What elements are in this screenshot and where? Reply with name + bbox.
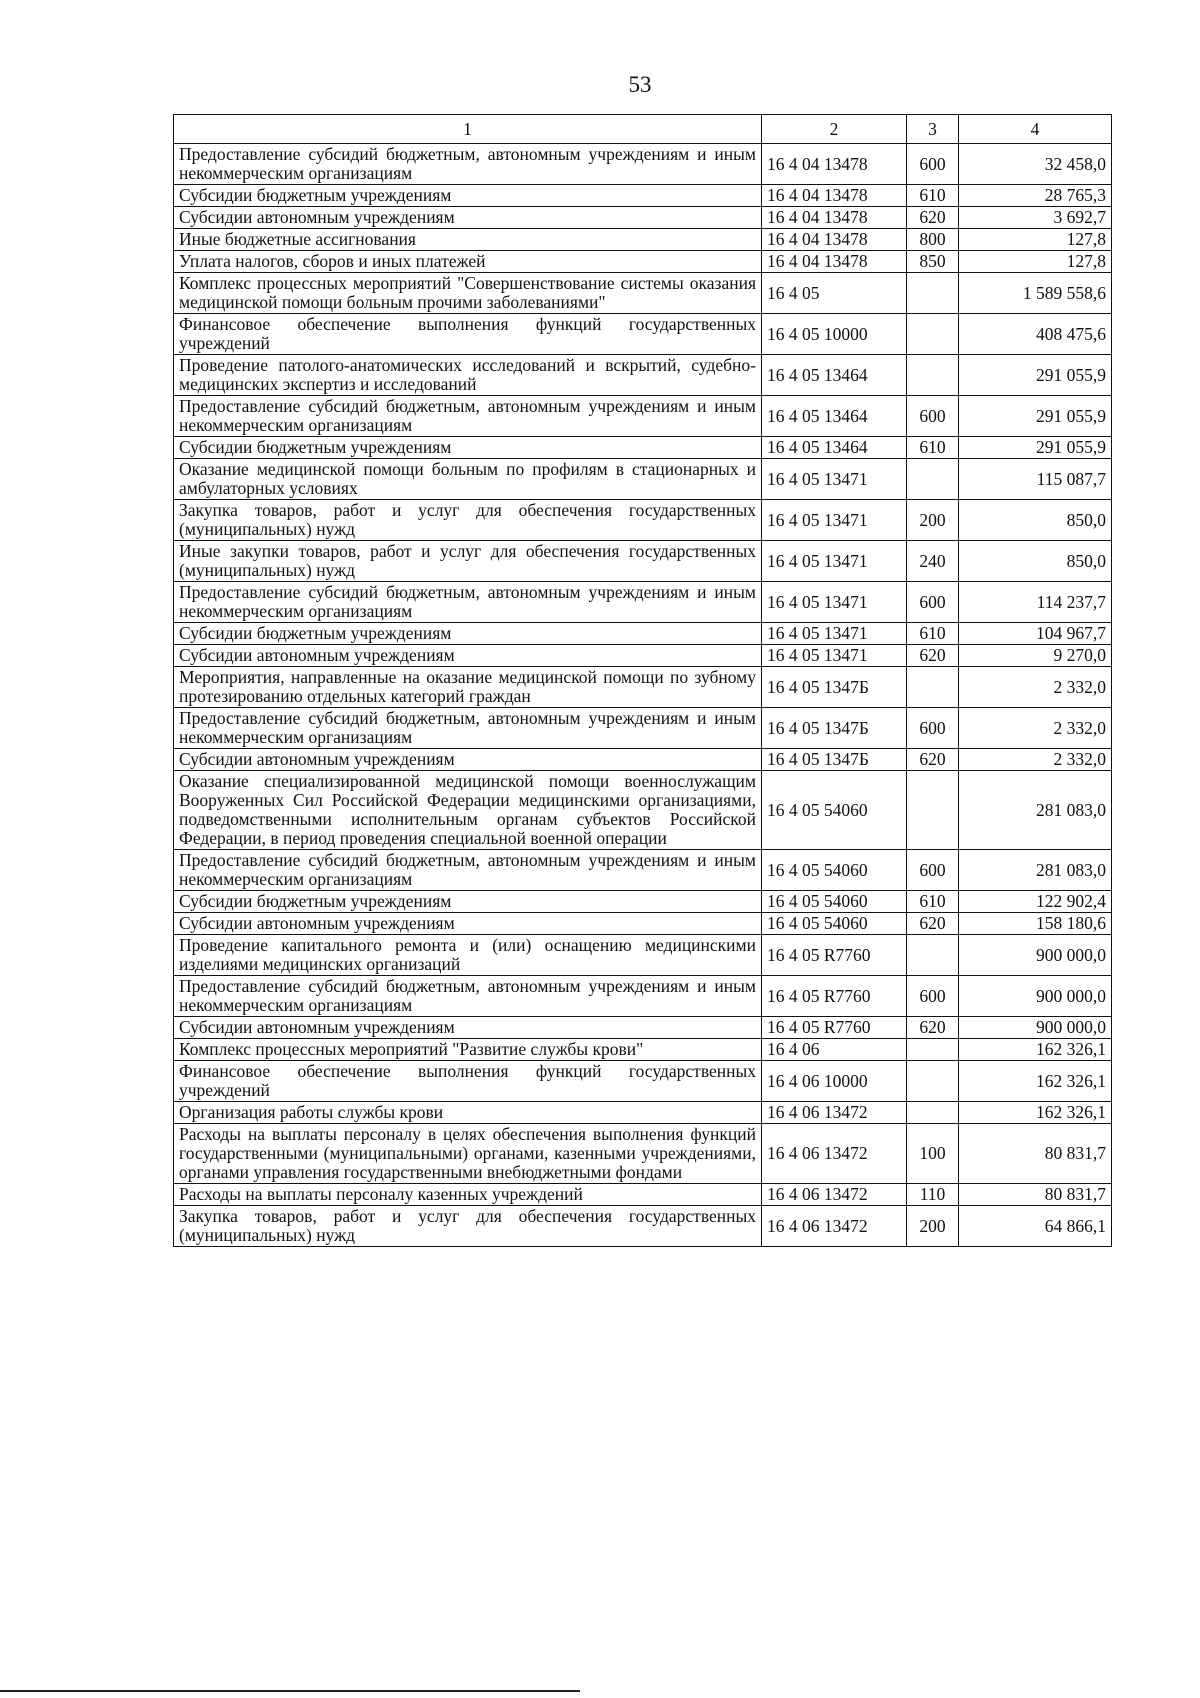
row-code-cell: 16 4 05 R7760 [762,935,907,976]
row-amount-cell: 408 475,6 [959,314,1112,355]
row-type-cell: 610 [907,623,959,645]
row-type-cell: 620 [907,913,959,935]
page-number: 53 [628,72,652,97]
row-name-cell: Субсидии бюджетным учреждениям [174,891,762,913]
row-amount-cell: 9 270,0 [959,645,1112,667]
scan-artifact-line [0,1690,580,1692]
row-name-cell: Организация работы службы крови [174,1102,762,1124]
row-code-cell: 16 4 05 [762,273,907,314]
table-row [174,667,1112,708]
table-row [174,459,1112,500]
row-code-cell: 16 4 04 13478 [762,251,907,273]
row-type-cell [907,459,959,500]
row-name-cell: Уплата налогов, сборов и иных платежей [174,251,762,273]
row-code-cell: 16 4 05 R7760 [762,1017,907,1039]
table-row [174,185,1112,207]
row-code-cell: 16 4 05 54060 [762,850,907,891]
row-code-cell: 16 4 06 13472 [762,1206,907,1247]
table-row [174,355,1112,396]
row-name-cell: Финансовое обеспечение выполнения функций государственных учреждений [174,314,762,355]
row-type-cell [907,771,959,850]
table-row [174,1061,1112,1102]
row-code-cell: 16 4 05 54060 [762,913,907,935]
row-name-cell: Иные бюджетные ассигнования [174,229,762,251]
table-row [174,935,1112,976]
row-code-cell: 16 4 05 13464 [762,355,907,396]
row-amount-cell: 2 332,0 [959,749,1112,771]
row-name-cell: Мероприятия, направленные на оказание медицинской помощи по зубному протезированию отдельных категорий граждан [174,667,762,708]
header-col-3: 3 [907,115,959,144]
row-type-cell: 610 [907,437,959,459]
row-name-cell: Субсидии бюджетным учреждениям [174,185,762,207]
row-type-cell [907,314,959,355]
row-name-cell: Субсидии автономным учреждениям [174,207,762,229]
row-type-cell: 620 [907,645,959,667]
row-name-cell: Предоставление субсидий бюджетным, автономным учреждениям и иным некоммерческим организациям [174,144,762,185]
row-amount-cell: 281 083,0 [959,771,1112,850]
table-row [174,1102,1112,1124]
row-code-cell: 16 4 06 [762,1039,907,1061]
row-amount-cell: 127,8 [959,229,1112,251]
row-type-cell: 240 [907,541,959,582]
row-type-cell: 600 [907,708,959,749]
row-type-cell: 600 [907,850,959,891]
row-code-cell: 16 4 05 13471 [762,582,907,623]
row-name-cell: Комплекс процессных мероприятий "Развитие службы крови" [174,1039,762,1061]
row-amount-cell: 2 332,0 [959,708,1112,749]
table-row [174,1124,1112,1184]
row-name-cell: Проведение патолого-анатомических исследований и вскрытий, судебно-медицинских экспертиз и исследований [174,355,762,396]
row-type-cell [907,273,959,314]
table-row [174,1184,1112,1206]
row-name-cell: Проведение капитального ремонта и (или) оснащению медицинскими изделиями медицинских организаций [174,935,762,976]
row-type-cell: 110 [907,1184,959,1206]
row-code-cell: 16 4 05 13464 [762,437,907,459]
row-name-cell: Субсидии автономным учреждениям [174,1017,762,1039]
row-code-cell: 16 4 04 13478 [762,229,907,251]
row-code-cell: 16 4 05 13471 [762,541,907,582]
row-type-cell [907,667,959,708]
row-code-cell: 16 4 05 54060 [762,771,907,850]
row-amount-cell: 2 332,0 [959,667,1112,708]
row-name-cell: Комплекс процессных мероприятий "Совершенствование системы оказания медицинской помощи больным прочими заболеваниями" [174,273,762,314]
row-name-cell: Предоставление субсидий бюджетным, автономным учреждениям и иным некоммерческим организациям [174,396,762,437]
row-type-cell: 600 [907,144,959,185]
header-col-1: 1 [174,115,762,144]
row-name-cell: Иные закупки товаров, работ и услуг для обеспечения государственных (муниципальных) нужд [174,541,762,582]
row-amount-cell: 850,0 [959,541,1112,582]
row-code-cell: 16 4 05 13471 [762,500,907,541]
table-row [174,891,1112,913]
table-row [174,771,1112,850]
row-code-cell: 16 4 05 1347Б [762,749,907,771]
row-amount-cell: 158 180,6 [959,913,1112,935]
row-amount-cell: 80 831,7 [959,1184,1112,1206]
table-row [174,1039,1112,1061]
row-code-cell: 16 4 06 13472 [762,1184,907,1206]
row-name-cell: Предоставление субсидий бюджетным, автономным учреждениям и иным некоммерческим организациям [174,850,762,891]
row-amount-cell: 900 000,0 [959,1017,1112,1039]
table-row [174,541,1112,582]
table-row [174,708,1112,749]
row-amount-cell: 162 326,1 [959,1039,1112,1061]
row-code-cell: 16 4 06 13472 [762,1124,907,1184]
row-name-cell: Закупка товаров, работ и услуг для обеспечения государственных (муниципальных) нужд [174,1206,762,1247]
row-amount-cell: 281 083,0 [959,850,1112,891]
row-type-cell: 610 [907,891,959,913]
table-row [174,1206,1112,1247]
row-code-cell: 16 4 05 1347Б [762,667,907,708]
row-amount-cell: 114 237,7 [959,582,1112,623]
row-amount-cell: 64 866,1 [959,1206,1112,1247]
row-code-cell: 16 4 05 13471 [762,459,907,500]
row-code-cell: 16 4 04 13478 [762,185,907,207]
row-amount-cell: 127,8 [959,251,1112,273]
row-amount-cell: 1 589 558,6 [959,273,1112,314]
row-code-cell: 16 4 05 10000 [762,314,907,355]
row-amount-cell: 162 326,1 [959,1061,1112,1102]
row-type-cell: 620 [907,207,959,229]
row-type-cell: 600 [907,396,959,437]
row-amount-cell: 850,0 [959,500,1112,541]
table-row [174,251,1112,273]
table-row [174,582,1112,623]
row-code-cell: 16 4 06 13472 [762,1102,907,1124]
row-name-cell: Финансовое обеспечение выполнения функций государственных учреждений [174,1061,762,1102]
row-amount-cell: 162 326,1 [959,1102,1112,1124]
row-amount-cell: 900 000,0 [959,935,1112,976]
row-amount-cell: 122 902,4 [959,891,1112,913]
row-code-cell: 16 4 05 13464 [762,396,907,437]
header-col-2: 2 [762,115,907,144]
table-row [174,314,1112,355]
header-row [174,115,1112,144]
table-row [174,229,1112,251]
row-amount-cell: 291 055,9 [959,437,1112,459]
row-code-cell: 16 4 05 13471 [762,623,907,645]
row-type-cell: 600 [907,582,959,623]
row-code-cell: 16 4 06 10000 [762,1061,907,1102]
row-name-cell: Субсидии бюджетным учреждениям [174,437,762,459]
row-name-cell: Субсидии автономным учреждениям [174,749,762,771]
row-amount-cell: 28 765,3 [959,185,1112,207]
row-name-cell: Предоставление субсидий бюджетным, автономным учреждениям и иным некоммерческим организациям [174,582,762,623]
row-code-cell: 16 4 05 13471 [762,645,907,667]
row-code-cell: 16 4 04 13478 [762,207,907,229]
table-row [174,207,1112,229]
table-row [174,645,1112,667]
row-code-cell: 16 4 05 R7760 [762,976,907,1017]
row-type-cell [907,1061,959,1102]
row-type-cell: 610 [907,185,959,207]
row-type-cell: 600 [907,976,959,1017]
table-row [174,976,1112,1017]
table-row [174,273,1112,314]
row-type-cell: 200 [907,500,959,541]
table-row [174,144,1112,185]
row-amount-cell: 3 692,7 [959,207,1112,229]
row-name-cell: Закупка товаров, работ и услуг для обеспечения государственных (муниципальных) нужд [174,500,762,541]
row-type-cell [907,355,959,396]
row-name-cell: Расходы на выплаты персоналу казенных учреждений [174,1184,762,1206]
row-type-cell: 200 [907,1206,959,1247]
row-name-cell: Предоставление субсидий бюджетным, автономным учреждениям и иным некоммерческим организациям [174,976,762,1017]
table-row [174,500,1112,541]
row-name-cell: Субсидии бюджетным учреждениям [174,623,762,645]
row-type-cell [907,1039,959,1061]
row-type-cell [907,1102,959,1124]
row-name-cell: Оказание медицинской помощи больным по профилям в стационарных и амбулаторных условиях [174,459,762,500]
table-row [174,1017,1112,1039]
table-row [174,437,1112,459]
header-col-4: 4 [959,115,1112,144]
row-name-cell: Расходы на выплаты персоналу в целях обеспечения выполнения функций государственными (муниципальными) органами, казенными учреждениями, органами управления государственными внебюджетными фондами [174,1124,762,1184]
row-code-cell: 16 4 04 13478 [762,144,907,185]
table-body [174,144,1112,1247]
row-amount-cell: 115 087,7 [959,459,1112,500]
table-row [174,749,1112,771]
row-type-cell [907,935,959,976]
row-type-cell: 800 [907,229,959,251]
budget-table [173,114,1112,1247]
table-row [174,850,1112,891]
row-type-cell: 850 [907,251,959,273]
table-row [174,913,1112,935]
table-row [174,623,1112,645]
row-code-cell: 16 4 05 1347Б [762,708,907,749]
row-name-cell: Предоставление субсидий бюджетным, автономным учреждениям и иным некоммерческим организациям [174,708,762,749]
row-amount-cell: 80 831,7 [959,1124,1112,1184]
row-name-cell: Оказание специализированной медицинской помощи военнослужащим Вооруженных Сил Российской Федерации медицинскими организациями, подведомственными исполнительным органам субъектов Российской Федерации, в период проведения специальной военной операции [174,771,762,850]
row-amount-cell: 900 000,0 [959,976,1112,1017]
row-amount-cell: 32 458,0 [959,144,1112,185]
row-type-cell: 620 [907,749,959,771]
row-name-cell: Субсидии автономным учреждениям [174,645,762,667]
row-amount-cell: 291 055,9 [959,355,1112,396]
row-name-cell: Субсидии автономным учреждениям [174,913,762,935]
row-amount-cell: 104 967,7 [959,623,1112,645]
row-amount-cell: 291 055,9 [959,396,1112,437]
row-code-cell: 16 4 05 54060 [762,891,907,913]
row-type-cell: 100 [907,1124,959,1184]
row-type-cell: 620 [907,1017,959,1039]
table-row [174,396,1112,437]
